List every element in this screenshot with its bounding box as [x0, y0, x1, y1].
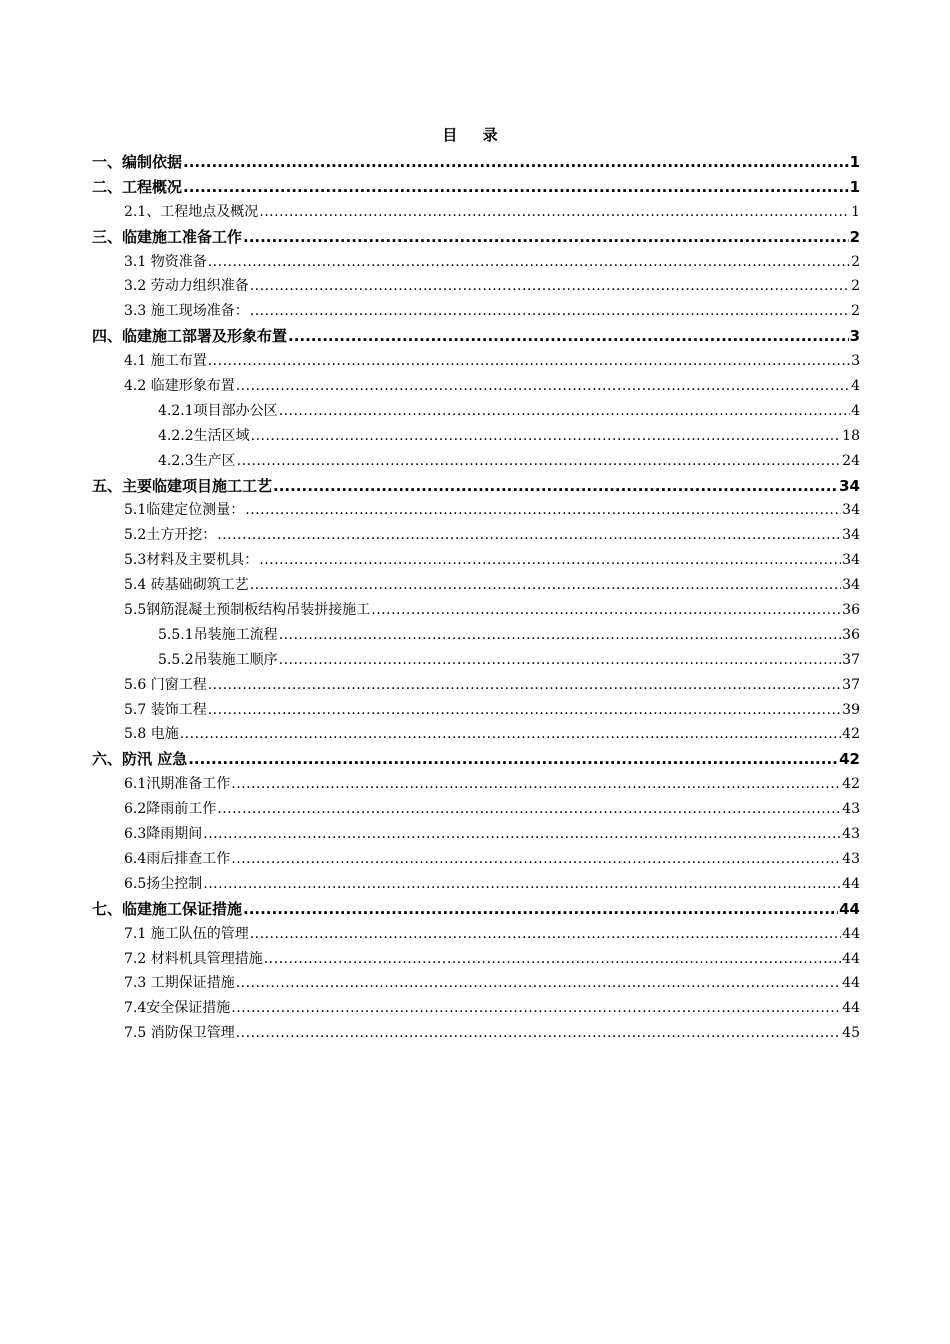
toc-entry-label: 7.3 工期保证措施	[124, 975, 235, 992]
toc-entry-page-number: 43	[842, 801, 860, 818]
toc-entry-label: 5.8 电施	[124, 726, 179, 743]
toc-entry-level-2[interactable]	[92, 250, 860, 275]
toc-dot-leader	[203, 822, 841, 847]
toc-entry-label: 6.2降雨前工作	[124, 801, 217, 818]
toc-dot-leader	[250, 299, 850, 324]
toc-dot-leader	[371, 598, 841, 623]
toc-entry-level-2[interactable]	[92, 947, 860, 972]
toc-entry-label: 5.5.2吊装施工顺序	[158, 651, 278, 668]
toc-entry-page-number: 44	[842, 925, 860, 942]
toc-dot-leader	[250, 274, 850, 299]
toc-dot-leader	[217, 523, 841, 548]
toc-entry-label: 3.3 施工现场准备：	[124, 303, 249, 320]
toc-dot-leader	[259, 548, 841, 573]
toc-entry-level-1[interactable]	[92, 225, 860, 250]
toc-entry-page-number: 44	[839, 899, 860, 918]
toc-dot-leader	[245, 498, 841, 523]
toc-entry-level-3[interactable]	[92, 449, 860, 474]
toc-entry-label: 5.5.1吊装施工流程	[158, 626, 278, 643]
toc-entry-label: 四、临建施工部署及形象布置	[92, 327, 288, 346]
toc-entry-label: 二、工程概况	[92, 177, 183, 196]
toc-entry-label: 6.3降雨期间	[124, 826, 203, 843]
toc-entry-level-2[interactable]	[92, 573, 860, 598]
toc-entry-label: 6.1汛期准备工作	[124, 776, 231, 793]
toc-dot-leader	[208, 250, 850, 275]
toc-entry-label: 5.4 砖基础砌筑工艺	[124, 577, 249, 594]
toc-entry-label: 一、编制依据	[92, 153, 183, 171]
toc-entry-level-2[interactable]	[92, 299, 860, 324]
toc-entry-page-number: 1	[851, 203, 860, 220]
toc-dot-leader	[208, 673, 841, 698]
toc-entry-label: 4.2.3生产区	[158, 452, 236, 469]
toc-entry-page-number: 42	[842, 776, 860, 793]
toc-entry-level-1[interactable]	[92, 747, 860, 772]
toc-entry-page-number: 2	[849, 227, 860, 246]
toc-entry-level-3[interactable]	[92, 424, 860, 449]
toc-dot-leader	[251, 424, 842, 449]
toc-entry-level-2[interactable]	[92, 274, 860, 299]
toc-dot-leader	[279, 648, 842, 673]
table-of-contents	[92, 150, 860, 1046]
toc-entry-page-number: 42	[842, 726, 860, 743]
toc-entry-level-2[interactable]	[92, 200, 860, 225]
toc-entry-label: 5.2土方开挖：	[124, 527, 217, 544]
toc-entry-page-number: 4	[851, 402, 860, 419]
toc-dot-leader	[243, 897, 838, 922]
toc-entry-page-number: 39	[842, 701, 860, 718]
toc-entry-page-number: 44	[842, 950, 860, 967]
toc-dot-leader	[250, 922, 841, 947]
toc-entry-page-number: 2	[851, 278, 860, 295]
toc-entry-page-number: 4	[851, 378, 860, 395]
toc-entry-label: 6.4雨后排查工作	[124, 850, 231, 867]
toc-entry-label: 5.1临建定位测量：	[124, 502, 245, 519]
toc-entry-level-2[interactable]	[92, 598, 860, 623]
toc-entry-label: 七、临建施工保证措施	[92, 899, 243, 918]
toc-entry-level-2[interactable]	[92, 349, 860, 374]
toc-entry-level-2[interactable]	[92, 971, 860, 996]
toc-entry-page-number: 24	[842, 452, 860, 469]
toc-entry-label: 三、临建施工准备工作	[92, 227, 243, 246]
toc-entry-label: 7.2 材料机具管理措施	[124, 950, 263, 967]
toc-entry-level-3[interactable]	[92, 648, 860, 673]
toc-dot-leader	[279, 623, 842, 648]
toc-entry-level-2[interactable]	[92, 797, 860, 822]
toc-entry-label: 2.1、工程地点及概况	[124, 203, 259, 220]
toc-entry-page-number: 3	[851, 353, 860, 370]
toc-dot-leader	[243, 225, 849, 250]
toc-entry-page-number: 44	[842, 1000, 860, 1017]
toc-entry-page-number: 34	[839, 476, 860, 495]
toc-entry-page-number: 45	[842, 1025, 860, 1042]
toc-dot-leader	[237, 449, 842, 474]
toc-entry-page-number: 43	[842, 826, 860, 843]
toc-dot-leader	[250, 573, 841, 598]
toc-entry-page-number: 34	[842, 527, 860, 544]
toc-dot-leader	[279, 399, 850, 424]
toc-dot-leader	[264, 947, 841, 972]
toc-entry-label: 7.1 施工队伍的管理	[124, 925, 249, 942]
toc-dot-leader	[236, 1021, 841, 1046]
toc-entry-label: 4.2.1项目部办公区	[158, 402, 278, 419]
toc-entry-level-2[interactable]	[92, 996, 860, 1021]
toc-dot-leader	[203, 872, 841, 897]
toc-entry-page-number: 37	[842, 651, 860, 668]
toc-entry-page-number: 44	[842, 875, 860, 892]
toc-dot-leader	[259, 200, 850, 225]
toc-dot-leader	[183, 175, 849, 200]
toc-entry-label: 5.6 门窗工程	[124, 676, 207, 693]
toc-entry-label: 4.2.2生活区域	[158, 427, 250, 444]
toc-dot-leader	[188, 747, 838, 772]
toc-entry-page-number: 2	[851, 253, 860, 270]
toc-title: 目 录	[442, 126, 508, 144]
toc-dot-leader	[231, 996, 841, 1021]
toc-entry-page-number: 37	[842, 676, 860, 693]
toc-entry-level-2[interactable]	[92, 922, 860, 947]
toc-dot-leader	[273, 474, 838, 499]
toc-entry-level-3[interactable]	[92, 399, 860, 424]
toc-entry-level-1[interactable]	[92, 175, 860, 200]
toc-entry-level-2[interactable]	[92, 722, 860, 747]
toc-dot-leader	[208, 698, 841, 723]
toc-entry-label: 5.7 装饰工程	[124, 701, 207, 718]
toc-entry-page-number: 34	[842, 577, 860, 594]
toc-entry-page-number: 44	[842, 975, 860, 992]
toc-entry-page-number: 43	[842, 850, 860, 867]
toc-dot-leader	[231, 847, 841, 872]
toc-entry-label: 六、防汛 应急	[92, 750, 188, 769]
toc-entry-level-1[interactable]	[92, 897, 860, 922]
toc-entry-level-2[interactable]	[92, 1021, 860, 1046]
toc-entry-label: 5.5钢筋混凝土预制板结构吊装拼接施工	[124, 602, 371, 619]
toc-entry-label: 7.4安全保证措施	[124, 1000, 231, 1017]
toc-dot-leader	[288, 324, 849, 349]
toc-entry-level-2[interactable]	[92, 822, 860, 847]
toc-entry-label: 3.2 劳动力组织准备	[124, 278, 249, 295]
toc-dot-leader	[217, 797, 841, 822]
toc-entry-level-2[interactable]	[92, 673, 860, 698]
toc-entry-label: 五、主要临建项目施工工艺	[92, 476, 273, 495]
toc-entry-level-2[interactable]	[92, 374, 860, 399]
toc-entry-page-number: 36	[842, 602, 860, 619]
toc-dot-leader	[236, 374, 850, 399]
toc-dot-leader	[208, 349, 850, 374]
toc-entry-level-1[interactable]	[92, 150, 860, 175]
toc-entry-level-2[interactable]	[92, 498, 860, 523]
toc-entry-label: 6.5扬尘控制	[124, 875, 203, 892]
toc-entry-page-number: 1	[849, 153, 860, 171]
toc-dot-leader	[180, 722, 841, 747]
toc-entry-level-2[interactable]	[92, 872, 860, 897]
toc-entry-level-2[interactable]	[92, 523, 860, 548]
toc-dot-leader	[236, 971, 841, 996]
toc-entry-level-2[interactable]	[92, 698, 860, 723]
toc-entry-level-3[interactable]	[92, 623, 860, 648]
toc-dot-leader	[231, 772, 841, 797]
toc-entry-label: 4.1 施工布置	[124, 353, 207, 370]
toc-entry-page-number: 1	[849, 177, 860, 196]
toc-entry-label: 7.5 消防保卫管理	[124, 1025, 235, 1042]
toc-entry-page-number: 34	[842, 502, 860, 519]
toc-entry-level-2[interactable]	[92, 548, 860, 573]
toc-entry-page-number: 36	[842, 626, 860, 643]
toc-entry-page-number: 34	[842, 552, 860, 569]
toc-dot-leader	[183, 150, 849, 175]
toc-entry-label: 3.1 物资准备	[124, 253, 207, 270]
toc-entry-level-2[interactable]	[92, 772, 860, 797]
toc-entry-page-number: 18	[842, 427, 860, 444]
toc-entry-level-1[interactable]	[92, 474, 860, 499]
toc-entry-level-2[interactable]	[92, 847, 860, 872]
toc-entry-page-number: 2	[851, 303, 860, 320]
toc-entry-label: 4.2 临建形象布置	[124, 378, 235, 395]
toc-entry-level-1[interactable]	[92, 324, 860, 349]
toc-entry-label: 5.3材料及主要机具：	[124, 552, 259, 569]
toc-entry-page-number: 42	[839, 750, 860, 769]
toc-entry-page-number: 3	[849, 327, 860, 346]
